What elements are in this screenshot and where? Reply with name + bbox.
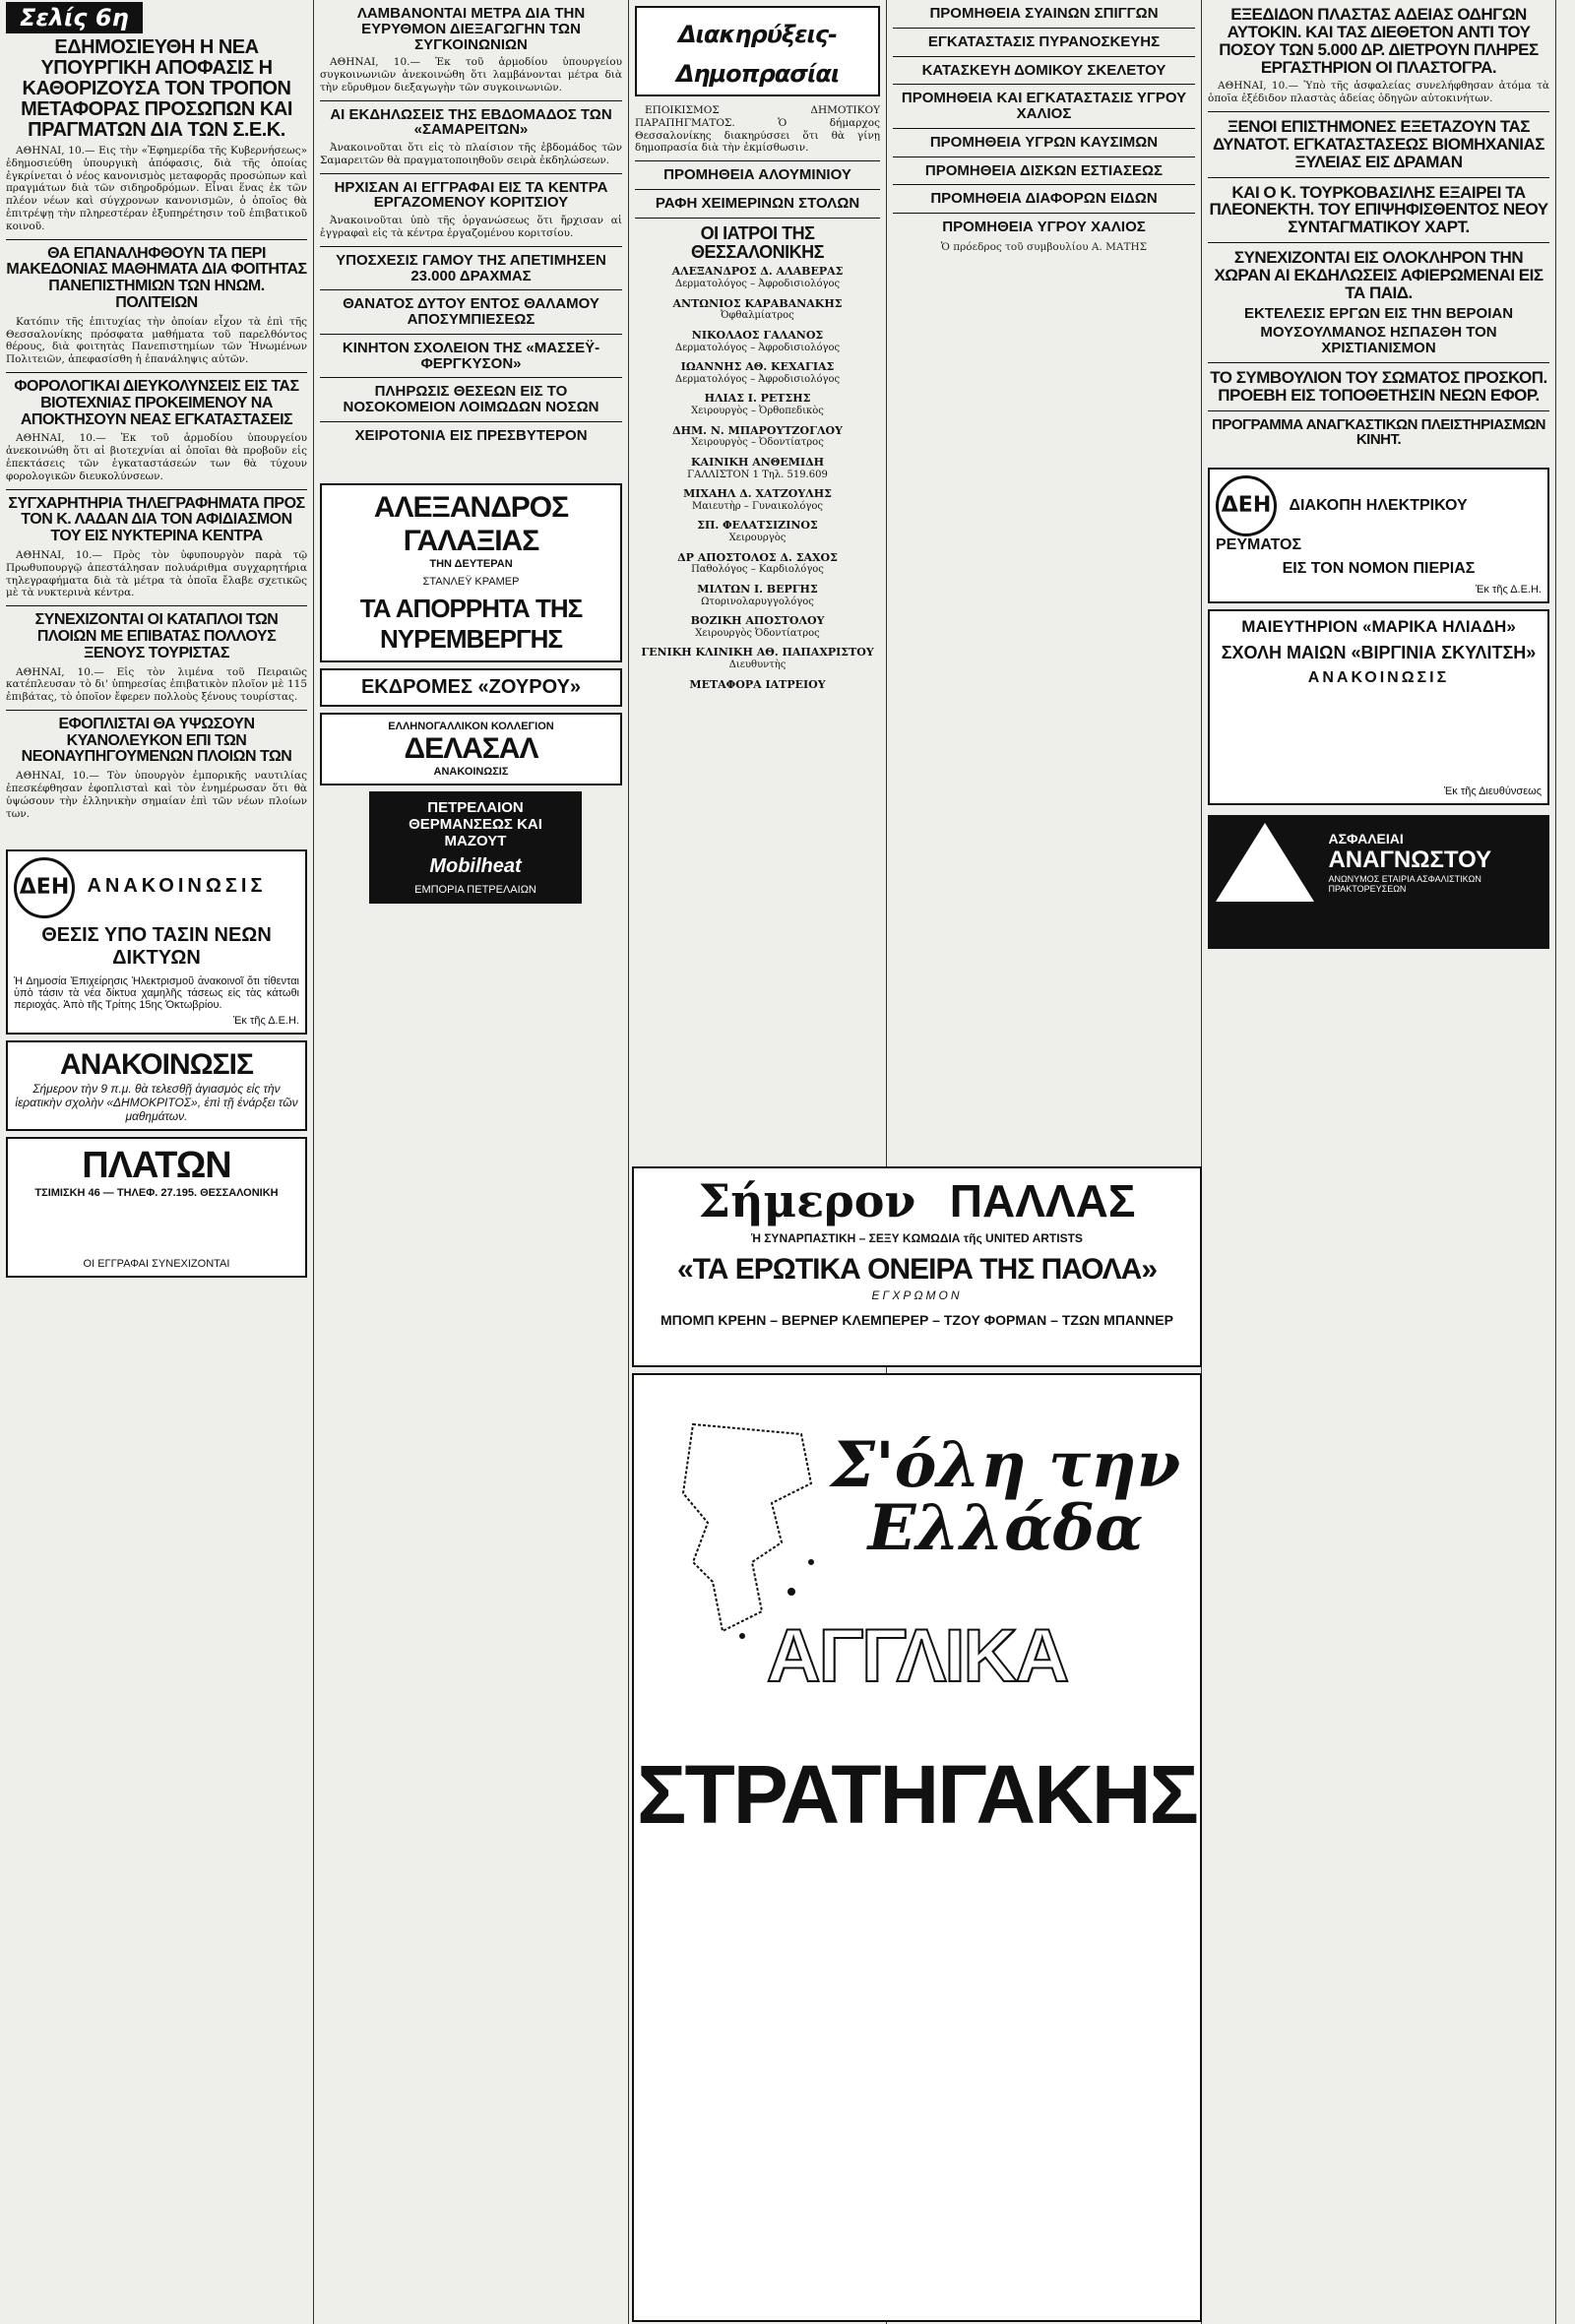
doctor-entry bbox=[635, 551, 880, 577]
oil-text: ΠΕΤΡΕΛΑΙΟΝ ΘΕΡΜΑΝΣΕΩΣ ΚΑΙ ΜΑΖΟΥΤ bbox=[409, 798, 542, 849]
article-text: ΕΠΟΙΚΙΣΜΟΣ ΔΗΜΟΤΙΚΟΥ ΠΑΡΑΠΗΓΜΑΤΟΣ. Ὁ δήμαρχος Θεσσαλονίκης διακηρύσσει ὅτι θὰ γίνῃ δημοπρασία διὰ τὴν ἐκμίσθωσιν. bbox=[635, 104, 880, 155]
headline: ΧΕΙΡΟΤΟΝΙΑ ΕΙΣ ΠΡΕΣΒΥΤΕΡΟΝ bbox=[354, 426, 588, 444]
school-title: ΕΛΛΗΝΟΓΑΛΛΙΚΟΝ ΚΟΛΛΕΓΙΟΝ bbox=[388, 720, 554, 732]
headline: ΤΟ ΣΥΜΒΟΥΛΙΟΝ ΤΟΥ ΣΩΜΑΤΟΣ ΠΡΟΣΚΟΠ. ΠΡΟΕΒΗ ΕΙΣ ΤΟΠΟΘΕΤΗΣΙΝ ΝΕΩΝ ΕΦΟΡ. bbox=[1210, 367, 1547, 405]
headline: ΠΡΟΜΗΘΕΙΑ ΥΓΡΟΥ ΧΑΛΙΟΣ bbox=[942, 219, 1146, 235]
oil-brand: Mobilheat bbox=[429, 854, 522, 877]
doctors-list bbox=[635, 265, 880, 691]
article-text: ΑΘΗΝΑΙ, 10.— Εις τὴν «Ἐφημερίδα τῆς Κυβερνήσεως» ἐδημοσιεύθη ὑπουργικὴ ἀπόφασις, διὰ τῆς ὁποίας ἐγκρίνεται ὁ νέος κανονισμὸς μεταφορᾶς προσώπων καὶ πραγμάτων διὰ τῶν σιδηροδρόμων. Εἶναι ἕνας ἐκ τῶν πλέον νέων καὶ σύγχρονων κανονισμῶν, ὁ ὁποῖος θὰ ἐπιτρέψῃ τὴν πληρεστέραν ἐξυπηρέτησιν τοῦ ἐπιβατικοῦ κοινοῦ. bbox=[6, 145, 307, 232]
article-text: Ἀνακοινοῦται ὅτι εἰς τὸ πλαίσιον τῆς ἑβδομάδος τῶν Σαμαρειτῶν θὰ πραγματοποιηθοῦν σειρὰ ἐκδηλώσεων. bbox=[320, 142, 622, 166]
doctor-name: ΜΙΧΑΗΛ Δ. ΧΑΤΖΟΥΛΗΣ bbox=[683, 487, 832, 501]
oil-company: ΕΜΠΟΡΙΑ ΠΕΤΡΕΛΑΙΩΝ bbox=[414, 883, 536, 896]
headline: ΗΡΧΙΣΑΝ ΑΙ ΕΓΓΡΑΦΑΙ ΕΙΣ ΤΑ ΚΕΝΤΡΑ ΕΡΓΑΖΟΜΕΝΟΥ ΚΟΡΙΤΣΙΟΥ bbox=[334, 178, 608, 212]
subheadline: ΜΟΥΣΟΥΛΜΑΝΟΣ ΗΣΠΑΣΘΗ ΤΟΝ ΧΡΙΣΤΙΑΝΙΣΜΟΝ bbox=[1260, 324, 1497, 357]
ad-title: ΠΛΑΤΩΝ bbox=[82, 1145, 231, 1187]
pallas-cast: ΜΠΟΜΠ ΚΡΕΗΝ – ΒΕΡΝΕΡ ΚΛΕΜΠΕΡΕΡ – ΤΖΟΥ ΦΟΡΜΑΝ – ΤΖΩΝ ΜΠΑΝΝΕΡ bbox=[661, 1312, 1173, 1328]
headline: ΞΕΝΟΙ ΕΠΙΣΤΗΜΟΝΕΣ ΕΞΕΤΑΖΟΥΝ ΤΑΣ ΔΥΝΑΤΟΤ. ΕΓΚΑΤΑΣΤΑΣΕΩΣ ΒΙΟΜΗΧΑΝΙΑΣ ΞΥΛΕΙΑΣ ΕΙΣ ΔΡΑΜΑΝ bbox=[1213, 116, 1544, 171]
headline: ΣΥΓΧΑΡΗΤΗΡΙΑ ΤΗΛΕΓΡΑΦΗΜΑΤΑ ΠΡΟΣ ΤΟΝ Κ. ΛΑΔΑΝ ΔΙΑ ΤΟΝ ΑΦΙΔΙΑΣΜΟΝ ΤΟΥ ΕΙΣ ΝΥΚΤΕΡΙΝΑ ΚΕΝΤΡΑ bbox=[8, 494, 305, 545]
page-tag: Σελίς 6η bbox=[6, 2, 143, 33]
column-3 bbox=[629, 0, 886, 1102]
headline: ΚΙΝΗΤΟΝ ΣΧΟΛΕΙΟΝ ΤΗΣ «ΜΑΣΣΕΫ-ΦΕΡΓΚΥΣΟΝ» bbox=[342, 339, 600, 372]
doctor-entry bbox=[635, 360, 880, 386]
headline: ΠΡΟΓΡΑΜΜΑ ΑΝΑΓΚΑΣΤΙΚΩΝ ΠΛΕΙΣΤΗΡΙΑΣΜΩΝ ΚΙΝΗΤ. bbox=[1212, 415, 1545, 449]
ad-footer: ΟΙ ΕΓΓΡΑΦΑΙ ΣΥΝΕΧΙΖΟΝΤΑΙ bbox=[83, 1258, 230, 1271]
deh-announcement-ad bbox=[6, 849, 307, 1035]
doctor-name: ΝΙΚΟΛΑΟΣ ΓΑΛΑΝΟΣ bbox=[691, 328, 824, 342]
deh-logo-icon: ΔΕΗ bbox=[1216, 475, 1277, 536]
headline: ΡΑΦΗ ΧΕΙΜΕΡΙΝΩΝ ΣΤΟΛΩΝ bbox=[655, 194, 860, 212]
pallas-film-title: «ΤΑ ΕΡΩΤΙΚΑ ΟΝΕΙΡΑ ΤΗΣ ΠΑΟΛΑ» bbox=[676, 1253, 1158, 1286]
headline: ΠΡΟΜΗΘΕΙΑ ΚΑΙ ΕΓΚΑΤΑΣΤΑΣΙΣ ΥΓΡΟΥ ΧΑΛΙΟΣ bbox=[901, 90, 1187, 122]
strat-line-3: ΣΤΡΑΤΗΓΑΚΗΣ bbox=[637, 1748, 1197, 1841]
article-text: Ἀνακοινοῦται ὑπὸ τῆς ὀργανώσεως ὅτι ἤρχισαν αἱ ἐγγραφαὶ εἰς τὰ κέντρα ἐργαζομένου κοριτσίου. bbox=[320, 215, 622, 240]
doctor-specialty: Χειρουργὸς Ὀδοντίατρος bbox=[695, 627, 820, 639]
doctor-name: ΒΟΖΙΚΗ ΑΠΟΣΤΟΛΟΥ bbox=[690, 614, 825, 628]
doctor-entry bbox=[635, 519, 880, 544]
school-ad bbox=[320, 713, 622, 785]
doctor-entry bbox=[635, 456, 880, 481]
auctions-banner: Διακηρύξεις-Δημοπρασίαι bbox=[635, 6, 880, 96]
headline: ΚΑΙ Ο Κ. ΤΟΥΡΚΟΒΑΣΙΛΗΣ ΕΞΑΙΡΕΙ ΤΑ ΠΛΕΟΝΕΚΤΗ. ΤΟΥ ΕΠΙΨΗΦΙΣΘΕΝΤΟΣ ΝΕΟΥ ΣΥΝΤΑΓΜΑΤΙΚΟΥ ΧΑΡΤ. bbox=[1209, 182, 1548, 237]
ad-sign: Ἐκ τῆς Δ.Ε.Η. bbox=[233, 1015, 299, 1028]
headline: ΠΡΟΜΗΘΕΙΑ ΣΥΑΙΝΩΝ ΣΠΙΓΓΩΝ bbox=[929, 5, 1159, 22]
article-text: ΑΘΗΝΑΙ, 10.— Εἰς τὸν λιμένα τοῦ Πειραιῶς κατέπλευσαν τὸ δι' ὑπηρεσίας ἐπιβατικὸν πλοῖον μὲ 115 ἐπιβάτας, τὸ ὁποῖον ἔφερεν πολλοὺς ξένους τουρίστας. bbox=[6, 665, 307, 704]
headline: ΣΥΝΕΧΙΖΟΝΤΑΙ ΕΙΣ ΟΛΟΚΛΗΡΟΝ ΤΗΝ ΧΩΡΑΝ ΑΙ ΕΚΔΗΛΩΣΕΙΣ ΑΦΙΕΡΩΜΕΝΑΙ ΕΙΣ ΤΑ ΠΑΙΔ. bbox=[1214, 248, 1544, 302]
doctor-entry bbox=[635, 678, 880, 692]
cinema-day: ΤΗΝ ΔΕΥΤΕΡΑΝ bbox=[429, 557, 513, 570]
article-text: ΑΘΗΝΑΙ, 10.— Ἐκ τοῦ ἁρμοδίου ὑπουργείου ἀνεκοινώθη ὅτι αἱ βιοτεχνίαι αἱ ὁποῖαι θὰ προβοῦν εἰς ἐπεκτάσεις τῶν ἐγκαταστάσεών των θὰ τύχουν φορολογικῶν διευκολύνσεων. bbox=[6, 432, 307, 482]
cinema-name: ΑΛΕΞΑΝΔΡΟΣ ΓΑΛΑΞΙΑΣ bbox=[373, 490, 569, 557]
platon-ad bbox=[6, 1137, 307, 1278]
doctor-entry bbox=[635, 583, 880, 608]
ad-address: ΤΣΙΜΙΣΚΗ 46 — ΤΗΛΕΦ. 27.195. ΘΕΣΣΑΛΟΝΙΚΗ bbox=[34, 1187, 279, 1200]
pallas-today: Σήμερον bbox=[698, 1174, 916, 1227]
doctor-entry bbox=[635, 646, 880, 671]
ad-title: ΔΙΑΚΟΠΗ ΗΛΕΚΤΡΙΚΟΥ ΡΕΥΜΑΤΟΣ bbox=[1216, 497, 1468, 553]
doctor-specialty: Δερματολόγος – Ἀφροδισιολόγος bbox=[674, 279, 841, 290]
ins-line-1: ΑΣΦΑΛΕΙΑΙ bbox=[1328, 831, 1404, 847]
doctor-entry bbox=[635, 424, 880, 450]
ad-sign: Ἐκ τῆς Διευθύνσεως bbox=[1443, 785, 1542, 797]
headline: ΣΥΝΕΧΙΖΟΝΤΑΙ ΟΙ ΚΑΤΑΠΛΟΙ ΤΩΝ ΠΛΟΙΩΝ ΜΕ ΕΠΙΒΑΤΑΣ ΠΟΛΛΟΥΣ ΞΕΝΟΥΣ ΤΟΥΡΙΣΤΑΣ bbox=[34, 611, 279, 661]
doctor-specialty: Παθολόγος – Καρδιολόγος bbox=[691, 564, 824, 576]
headline: ΕΓΚΑΤΑΣΤΑΣΙΣ ΠΥΡΑΝΟΣΚΕΥΗΣ bbox=[927, 32, 1161, 50]
tour-ad bbox=[320, 668, 622, 707]
doctor-entry bbox=[635, 265, 880, 290]
doctor-specialty: ΓΑΛΛΙΣΤΟΝ 1 Τηλ. 519.609 bbox=[687, 469, 828, 480]
demokritos-ad bbox=[6, 1040, 307, 1131]
doctor-name: ΚΑΙΝΙΚΗ ΑΝΘΕΜΙΔΗ bbox=[690, 455, 825, 469]
school-name: ΔΕΛΑΣΑΛ bbox=[404, 731, 538, 765]
triangle-logo-icon bbox=[1216, 823, 1314, 902]
ad-text: Ἡ Δημοσία Ἐπιχείρησις Ἠλεκτρισμοῦ ἀνακοινοῖ ὅτι τίθενται ὑπὸ τάσιν τὰ νέα δίκτυα χαμηλῆς τάσεως εἰς τὰς κάτωθι περιοχάς. Ἀπὸ τῆς Τρίτης 15ης Ὀκτωβρίου. bbox=[14, 975, 299, 1012]
headline: ΥΠΟΣΧΕΣΙΣ ΓΑΜΟΥ ΤΗΣ ΑΠΕΤΙΜΗΣΕΝ 23.000 ΔΡΑΧΜΑΣ bbox=[336, 251, 606, 284]
signature: Ὁ πρόεδρος τοῦ συμβουλίου Α. ΜΑΤΗΣ bbox=[940, 240, 1148, 253]
headline: ΚΑΤΑΣΚΕΥΗ ΔΟΜΙΚΟΥ ΣΚΕΛΕΤΟΥ bbox=[921, 61, 1166, 79]
doctor-specialty: Δερματολόγος – Ἀφροδισιολόγος bbox=[674, 342, 841, 353]
doctor-name: ΣΠ. ΦΕΛΑΤΣΙΖΙΝΟΣ bbox=[697, 519, 818, 533]
headline: ΘΑΝΑΤΟΣ ΔΥΤΟΥ ΕΝΤΟΣ ΘΑΛΑΜΟΥ ΑΠΟΣΥΜΠΙΕΣΕΩΣ bbox=[343, 295, 599, 329]
article-text: ΑΘΗΝΑΙ, 10.— Τὸν ὑπουργὸν ἐμπορικῆς ναυτιλίας ἐπεσκέφθησαν ἐφοπλισταὶ καὶ τὸν ἐνημέρωσαν ὅτι θὰ ὑψώσουν τὴν ἑλληνικὴν σημαίαν ἐπὶ τῶν νέων πλοίων των. bbox=[6, 770, 307, 820]
headline: ΕΞΕΔΙΔΟΝ ΠΛΑΣΤΑΣ ΑΔΕΙΑΣ ΟΔΗΓΩΝ ΑΥΤΟΚΙΝ. ΚΑΙ ΤΑΣ ΔΙΕΘΕΤΟΝ ΑΝΤΙ ΤΟΥ ΠΟΣΟΥ ΤΩΝ 5.000 ΔΡ. ΔΙΕΤΡΟΥΝ ΠΛΗΡΕΣ ΕΡΓΑΣΤΗΡΙΟΝ ΟΙ ΠΛΑΣΤΟΓΡΑ. bbox=[1219, 5, 1539, 77]
headline: ΘΑ ΕΠΑΝΑΛΗΦΘΟΥΝ ΤΑ ΠΕΡΙ ΜΑΚΕΔΟΝΙΑΣ ΜΑΘΗΜΑΤΑ ΔΙΑ ΦΟΙΤΗΤΑΣ ΠΑΝΕΠΙΣΤΗΜΙΩΝ ΤΩΝ ΗΝΩΜ. ΠΟΛΙΤΕΙΩΝ bbox=[6, 244, 307, 311]
doctor-specialty: Διευθυντὴς bbox=[728, 660, 787, 671]
maternity-ad bbox=[1208, 609, 1549, 805]
anagnostou-insurance-ad bbox=[1208, 815, 1549, 949]
mobilheat-ad bbox=[369, 791, 582, 904]
deh-logo-icon: ΔΕΗ bbox=[14, 857, 75, 918]
doctor-name: ΑΝΤΩΝΙΟΣ ΚΑΡΑΒΑΝΑΚΗΣ bbox=[672, 296, 843, 310]
doctor-entry bbox=[635, 614, 880, 640]
headline: ΠΡΟΜΗΘΕΙΑ ΔΙΣΚΩΝ ΕΣΤΙΑΣΕΩΣ bbox=[924, 161, 1164, 179]
maternity-name: ΜΑΙΕΥΤΗΡΙΟΝ «ΜΑΡΙΚΑ ΗΛΙΑΔΗ» bbox=[1241, 617, 1516, 636]
headline: ΠΛΗΡΩΣΙΣ ΘΕΣΕΩΝ ΕΙΣ ΤΟ ΝΟΣΟΚΟΜΕΙΟΝ ΛΟΙΜΩΔΩΝ ΝΟΣΩΝ bbox=[343, 383, 599, 416]
doctor-specialty: Δερματολόγος – Ἀφροδισιολόγος bbox=[674, 373, 841, 385]
doctor-entry bbox=[635, 297, 880, 323]
cinema-galaxias-ad bbox=[320, 483, 622, 662]
strat-line-1: Σ'όλη την Ελλάδα bbox=[830, 1428, 1181, 1565]
ad-title: ΑΝΑΚΟΙΝΩΣΙΣ bbox=[1307, 669, 1450, 686]
doctor-name: ΔΡ ΑΠΟΣΤΟΛΟΣ Δ. ΣΑΧΟΣ bbox=[677, 550, 838, 564]
doctor-name: ΗΛΙΑΣ Ι. ΡΕΤΣΗΣ bbox=[704, 392, 811, 406]
subheadline: ΕΚΤΕΛΕΣΙΣ ΕΡΓΩΝ ΕΙΣ ΤΗΝ ΒΕΡΟΙΑΝ bbox=[1243, 304, 1514, 322]
column-1 bbox=[0, 0, 313, 2324]
doctor-specialty: Ωτορινολαρυγγολόγος bbox=[701, 596, 814, 607]
ins-line-2: ΑΝΑΓΝΩΣΤΟΥ bbox=[1328, 847, 1492, 873]
headline: ΕΦΟΠΛΙΣΤΑΙ ΘΑ ΥΨΩΣΟΥΝ ΚΥΑΝΟΛΕΥΚΟΝ ΕΠΙ ΤΩΝ ΝΕΟΝΑΥΠΗΓΟΥΜΕΝΩΝ ΠΛΟΙΩΝ ΤΩΝ bbox=[21, 715, 292, 766]
strategakis-ad bbox=[632, 1373, 1202, 2322]
pallas-cinema-ad bbox=[632, 1166, 1202, 1367]
headline: ΕΔΗΜΟΣΙΕΥΘΗ Η ΝΕΑ ΥΠΟΥΡΓΙΚΗ ΑΠΟΦΑΣΙΣ Η ΚΑΘΟΡΙΖΟΥΣΑ ΤΟΝ ΤΡΟΠΟΝ ΜΕΤΑΦΟΡΑΣ ΠΡΟΣΩΠΩΝ ΚΑΙ ΠΡΑΓΜΑΤΩΝ ΔΙΑ ΤΩΝ Σ.Ε.Κ. bbox=[21, 36, 292, 141]
doctor-specialty: Ὀφθαλμίατρος bbox=[721, 310, 794, 322]
headline: ΠΡΟΜΗΘΕΙΑ ΔΙΑΦΟΡΩΝ ΕΙΔΩΝ bbox=[930, 190, 1158, 208]
article-text: ΑΘΗΝΑΙ, 10.— Ἐκ τοῦ ἁρμοδίου ὑπουργείου συγκοινωνιῶν ἀνεκοινώθη ὅτι λαμβάνονται μέτρα διὰ τὴν εὔρυθμον διεξαγωγὴν τῶν συγκοινωνιῶν. bbox=[320, 56, 622, 94]
doctor-specialty: Χειρουργὸς – Ὀρθοπεδικὸς bbox=[691, 406, 824, 417]
doctor-entry bbox=[635, 392, 880, 417]
doctor-name: ΑΛΕΞΑΝΔΡΟΣ Δ. ΑΛΑΒΕΡΑΣ bbox=[671, 265, 844, 279]
ins-line-3: ΑΝΩΝΥΜΟΣ ΕΤΑΙΡΙΑ ΑΣΦΑΛΙΣΤΙΚΩΝ ΠΡΑΚΤΟΡΕΥΣΕΩΝ bbox=[1328, 874, 1481, 894]
doctor-name: ΙΩΑΝΝΗΣ ΑΘ. ΚΕΧΑΓΙΑΣ bbox=[680, 360, 835, 374]
article-text: ΑΘΗΝΑΙ, 10.— Ὑπὸ τῆς ἀσφαλείας συνελήφθησαν ἀτόμα τὰ ὁποῖα ἐξέδιδον πλαστὰς ἀδείας ὁδηγῶν αὐτοκινήτων. bbox=[1208, 80, 1549, 105]
doctors-title: ΟΙ ΙΑΤΡΟΙ ΤΗΣ ΘΕΣΣΑΛΟΝΙΚΗΣ bbox=[691, 222, 824, 262]
greece-map-icon bbox=[654, 1414, 831, 1641]
ad-title: ΑΝΑΚΟΙΝΩΣΙΣ bbox=[59, 1048, 253, 1082]
ad-subtitle: ΘΕΣΙΣ ΥΠΟ ΤΑΣΙΝ ΝΕΩΝ ΔΙΚΤΥΩΝ bbox=[41, 924, 272, 970]
article-text: ΑΘΗΝΑΙ, 10.— Πρὸς τὸν ὑφυπουργὸν παρὰ τῷ Πρωθυπουργῷ ἀπεστάλησαν πολυάριθμα συγχαρητήρια τηλεγραφήματα διὰ τὰ μέτρα τὰ ὁποῖα ἔλαβε σχετικῶς μὲ τὰ νυκτερινὰ κέντρα. bbox=[6, 548, 307, 599]
pallas-sub: Ἡ ΣΥΝΑΡΠΑΣΤΙΚΗ – ΣΕΞΥ ΚΩΜΩΔΙΑ τῆς UNITED ARTISTS bbox=[751, 1231, 1083, 1245]
ad-subtitle: ΕΙΣ ΤΟΝ ΝΟΜΟΝ ΠΙΕΡΙΑΣ bbox=[1282, 560, 1476, 577]
cinema-director: ΣΤΑΝΛΕΫ ΚΡΑΜΕΡ bbox=[422, 575, 520, 588]
headline: ΠΡΟΜΗΘΕΙΑ ΥΓΡΩΝ ΚΑΥΣΙΜΩΝ bbox=[929, 133, 1159, 151]
ad-title: ΑΝΑΚΟΙΝΩΣΙΣ bbox=[87, 875, 267, 898]
column-rule bbox=[1555, 0, 1556, 2324]
headline: ΠΡΟΜΗΘΕΙΑ ΑΛΟΥΜΙΝΙΟΥ bbox=[663, 166, 851, 184]
column-4 bbox=[887, 0, 1201, 1102]
doctor-name: ΜΙΛΤΩΝ Ι. ΒΕΡΓΗΣ bbox=[697, 582, 818, 596]
pallas-name: ΠΑΛΛΑΣ bbox=[949, 1175, 1136, 1226]
headline: ΦΟΡΟΛΟΓΙΚΑΙ ΔΙΕΥΚΟΛΥΝΣΕΙΣ ΕΙΣ ΤΑΣ ΒΙΟΤΕΧΝΙΑΣ ΠΡΟΚΕΙΜΕΝΟΥ ΝΑ ΑΠΟΚΤΗΣΟΥΝ ΝΕΑΣ ΕΓΚΑΤΑΣΤΑΣΕΙΣ bbox=[14, 377, 299, 428]
ad-title: ΕΚΔΡΟΜΕΣ «ΖΟΥΡΟΥ» bbox=[360, 675, 582, 698]
midwife-school: ΣΧΟΛΗ ΜΑΙΩΝ «ΒΙΡΓΙΝΙΑ ΣΚΥΛΙΤΣΗ» bbox=[1221, 643, 1537, 662]
doctor-specialty: Χειρουργὸς – Ὀδοντίατρος bbox=[691, 437, 824, 449]
doctor-entry bbox=[635, 487, 880, 513]
deh-power-cut-ad bbox=[1208, 468, 1549, 603]
column-5 bbox=[1202, 0, 1555, 2324]
column-2 bbox=[314, 0, 628, 2324]
ad-text: Σήμερον τὴν 9 π.μ. θὰ τελεσθῇ ἁγιασμὸς εἰς τὴν ἱερατικὴν σχολὴν «ΔΗΜΟΚΡΙΤΟΣ», ἐπὶ τῇ ἐνάρξει τῶν μαθημάτων. bbox=[15, 1082, 298, 1124]
headline: ΛΑΜΒΑΝΟΝΤΑΙ ΜΕΤΡΑ ΔΙΑ ΤΗΝ ΕΥΡΥΘΜΟΝ ΔΙΕΞΑΓΩΓΗΝ ΤΩΝ ΣΥΓΚΟΙΝΩΝΙΩΝ bbox=[356, 5, 586, 53]
doctor-specialty: Χειρουργὸς bbox=[728, 533, 787, 544]
article-text: Κατόπιν τῆς ἐπιτυχίας τὴν ὁποίαν εἶχον τὰ ἐπὶ τῆς Θεσσαλονίκης πρόσφατα μαθήματα τοῦ παρελθόντος θέρους, διὰ φοιτητὰς Πανεπιστημίων τῶν Ἡνωμένων Πολιτειῶν, ἀπεφασίσθη ἡ ἐπανάληψις αὐτῶν. bbox=[6, 315, 307, 366]
ad-sign: Ἐκ τῆς Δ.Ε.Η. bbox=[1476, 584, 1542, 596]
headline: ΑΙ ΕΚΔΗΛΩΣΕΙΣ ΤΗΣ ΕΒΔΟΜΑΔΟΣ ΤΩΝ «ΣΑΜΑΡΕΙΤΩΝ» bbox=[330, 105, 612, 139]
cinema-film-title: ΤΑ ΑΠΟΡΡΗΤΑ ΤΗΣ ΝΥΡΕΜΒΕΡΓΗΣ bbox=[359, 593, 583, 654]
doctor-name: ΜΕΤΑΦΟΡΑ ΙΑΤΡΕΙΟΥ bbox=[689, 677, 826, 691]
doctor-name: ΔΗΜ. Ν. ΜΠΑΡΟΥΤΖΟΓΛΟΥ bbox=[672, 423, 843, 437]
school-ann: ΑΝΑΚΟΙΝΩΣΙΣ bbox=[433, 765, 509, 778]
strat-line-2: ΑΓΓΛΙΚΑ bbox=[766, 1614, 1068, 1698]
pallas-color: ΕΓΧΡΩΜΟΝ bbox=[871, 1288, 963, 1302]
doctor-name: ΓΕΝΙΚΗ ΚΛΙΝΙΚΗ ΑΘ. ΠΑΠΑΧΡΙΣΤΟΥ bbox=[641, 646, 874, 660]
doctor-entry bbox=[635, 329, 880, 354]
doctor-specialty: Μαιευτὴρ – Γυναικολόγος bbox=[692, 500, 823, 512]
